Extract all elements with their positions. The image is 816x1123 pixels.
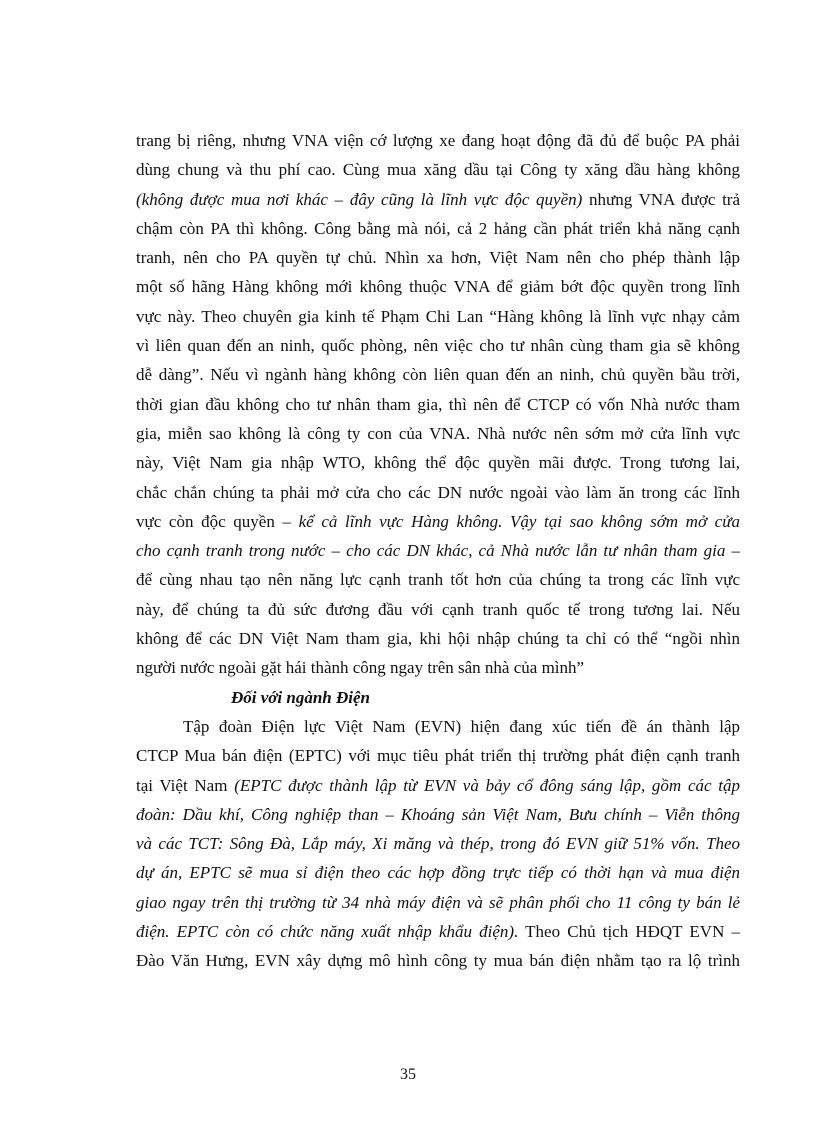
text-line bbox=[136, 917, 740, 946]
text-line bbox=[136, 419, 740, 448]
italic-text: điện. EPTC còn có chức năng xuất nhập khẩu điện). bbox=[136, 922, 519, 942]
text-line bbox=[136, 771, 740, 800]
text-line bbox=[136, 360, 740, 389]
text-line bbox=[136, 185, 740, 214]
text-line bbox=[136, 478, 740, 507]
text-segment: vì liên quan đến an ninh, quốc phòng, nên việc cho tư nhân cùng tham gia sẽ không bbox=[136, 336, 740, 356]
text-segment: vực còn độc quyền – bbox=[136, 511, 299, 531]
italic-text: giao ngay trên thị trường từ 34 nhà máy điện và sẽ phân phối cho 11 công ty bán lẻ bbox=[136, 892, 740, 912]
text-line bbox=[136, 595, 740, 624]
text-segment: chắc chắn chúng ta phải mở cửa cho các DN nước ngoài vào làm ăn trong các lĩnh bbox=[136, 482, 740, 502]
italic-text: kể cả lĩnh vực Hàng không. Vậy tại sao không sớm mở cửa bbox=[298, 511, 740, 531]
italic-text: cho cạnh tranh trong nước – cho các DN khác, cả Nhà nước lẫn tư nhân tham gia – bbox=[136, 541, 740, 561]
text-segment: người nước ngoài gặt hái thành công ngay trên sân nhà của mình” bbox=[136, 658, 585, 678]
text-line bbox=[136, 448, 740, 477]
text-line bbox=[136, 946, 740, 975]
text-segment: dễ dàng”. Nếu vì ngành hàng không còn liên quan đến an ninh, chủ quyền bầu trời, bbox=[136, 365, 740, 385]
italic-text: (không được mua nơi khác – đây cũng là lĩnh vực độc quyền) bbox=[136, 189, 583, 209]
text-segment: Tập đoàn Điện lực Việt Nam (EVN) hiện đang xúc tiến đề án thành lập bbox=[183, 716, 740, 736]
text-line bbox=[136, 390, 740, 419]
paragraph-aviation bbox=[136, 126, 740, 683]
text-line bbox=[136, 653, 740, 682]
text-segment: CTCP Mua bán điện (EPTC) với mục tiêu phát triển thị trường phát điện cạnh tranh bbox=[136, 746, 740, 766]
text-segment: nhưng VNA được trả bbox=[582, 189, 740, 209]
text-line bbox=[136, 155, 740, 184]
italic-text: và các TCT: Sông Đà, Lắp máy, Xi măng và thép, trong đó EVN giữ 51% vốn. Theo bbox=[136, 834, 740, 854]
paragraph-electricity bbox=[136, 712, 740, 976]
text-line bbox=[136, 126, 740, 155]
text-segment: dùng chung và thu phí cao. Cùng mua xăng dầu tại Công ty xăng dầu hàng không bbox=[136, 160, 740, 180]
text-segment: thời gian đầu không cho tư nhân tham gia, thì nên để CTCP có vốn Nhà nước tham bbox=[136, 394, 740, 414]
text-segment: này, để chúng ta đủ sức đương đầu với cạnh tranh quốc tế trong tương lai. Nếu bbox=[136, 599, 740, 619]
text-line bbox=[136, 272, 740, 301]
text-line bbox=[136, 741, 740, 770]
text-segment: một số hãng Hàng không mới không thuộc VNA để giảm bớt độc quyền trong lĩnh bbox=[136, 277, 740, 297]
page-number: 35 bbox=[400, 1066, 416, 1083]
text-line bbox=[136, 507, 740, 536]
text-segment: chậm còn PA thì không. Công bằng mà nói, cả 2 hảng cần phát triển khả năng cạnh bbox=[136, 218, 740, 238]
text-line bbox=[136, 858, 740, 887]
text-segment: tại Việt Nam bbox=[136, 775, 235, 795]
text-line bbox=[136, 536, 740, 565]
text-segment: vực này. Theo chuyên gia kinh tế Phạm Chi Lan “Hàng không là lĩnh vực nhạy cảm bbox=[136, 306, 740, 326]
text-line bbox=[136, 624, 740, 653]
text-segment: trang bị riêng, nhưng VNA viện cớ lượng xe đang hoạt động đã đủ để buộc PA phải bbox=[136, 131, 740, 150]
text-line bbox=[136, 800, 740, 829]
text-segment: Đào Văn Hưng, EVN xây dựng mô hình công ty mua bán điện nhằm tạo ra lộ trình bbox=[136, 951, 740, 971]
text-segment: không để các DN Việt Nam tham gia, khi hội nhập chúng ta chỉ có thể “ngồi nhìn bbox=[136, 629, 740, 649]
text-line bbox=[136, 565, 740, 594]
text-line bbox=[136, 243, 740, 272]
italic-text: dự án, EPTC sẽ mua sỉ điện theo các hợp đồng trực tiếp có thời hạn và mua điện bbox=[136, 863, 740, 883]
text-segment: gia, miễn sao không là công ty con của VNA. Nhà nước nên sớm mở cửa lĩnh vực bbox=[136, 423, 740, 443]
text-segment: tranh, nên cho PA quyền tự chủ. Nhìn xa hơn, Việt Nam nên cho phép thành lập bbox=[136, 248, 740, 268]
text-line bbox=[136, 829, 740, 858]
page-body bbox=[136, 126, 740, 976]
text-segment: Theo Chủ tịch HĐQT EVN – bbox=[518, 922, 740, 942]
text-line bbox=[136, 331, 740, 360]
italic-text: (EPTC được thành lập từ EVN và bảy cổ đông sáng lập, gồm các tập bbox=[234, 775, 741, 795]
text-line bbox=[136, 302, 740, 331]
section-heading: Đối với ngành Điện bbox=[231, 687, 371, 707]
text-line bbox=[136, 214, 740, 243]
text-segment: để cùng nhau tạo nên năng lực cạnh tranh tốt hơn của chúng ta trong các lĩnh vực bbox=[136, 570, 740, 590]
italic-text: đoàn: Dầu khí, Công nghiệp than – Khoáng sản Việt Nam, Bưu chính – Viễn thông bbox=[136, 804, 740, 824]
text-line bbox=[136, 888, 740, 917]
text-line bbox=[136, 712, 740, 741]
text-segment: này, Việt Nam gia nhập WTO, không thể độc quyền mãi được. Trong tương lai, bbox=[136, 453, 740, 473]
